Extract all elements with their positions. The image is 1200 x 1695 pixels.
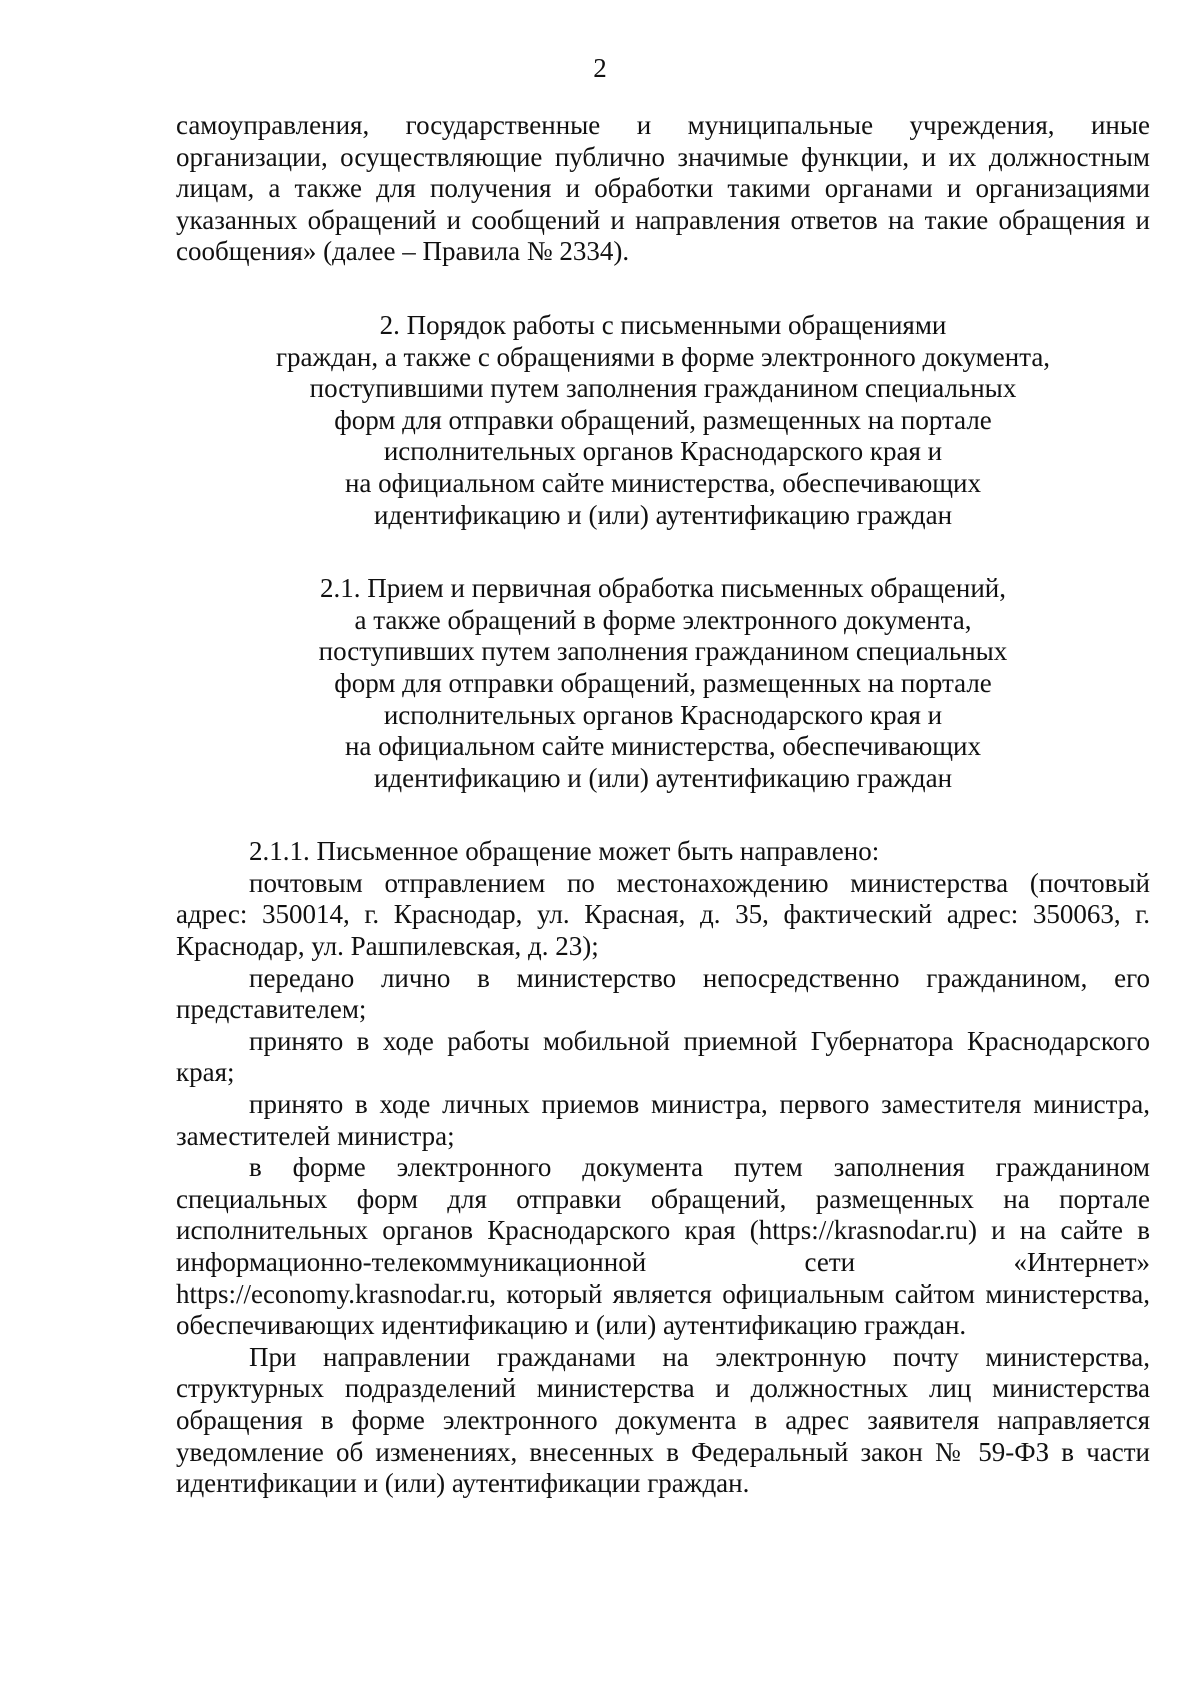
heading-line: исполнительных органов Краснодарского края и <box>383 436 943 467</box>
spacer <box>176 794 1150 836</box>
heading-line: граждан, а также с обращениями в форме электронного документа, <box>275 341 1051 372</box>
document-body <box>176 110 1150 1500</box>
page-number: 2 <box>593 53 607 83</box>
paragraph-personal-reception: принято в ходе личных приемов министра, первого заместителя министра, заместителей министра; <box>176 1089 1150 1151</box>
paragraph-postal: почтовым отправлением по местонахождению министерства (почтовый адрес: 350014, г. Краснодар, ул. Красная, д. 35, фактический адрес: 350063, г. Краснодар, ул. Рашпилевская, д. 23); <box>176 867 1150 962</box>
heading-line: идентификацию и (или) аутентификацию граждан <box>373 762 953 793</box>
paragraph-2-1-1: 2.1.1. Письменное обращение может быть направлено: <box>249 836 880 867</box>
heading-line: форм для отправки обращений, размещенных на портале <box>334 667 992 698</box>
heading-line: исполнительных органов Краснодарского края и <box>383 699 943 730</box>
heading-line: 2.1. Прием и первичная обработка письменных обращений, <box>319 573 1007 604</box>
spacer <box>176 268 1150 310</box>
section-2-heading <box>176 310 1150 531</box>
heading-line: форм для отправки обращений, размещенных на портале <box>334 404 992 435</box>
paragraph-email-notice: При направлении гражданами на электронную почту министерства, структурных подразделений министерства и должностных лиц министерства обращения в форме электронного документа в адрес заявителя направляется уведомление об изменениях, внесенных в Федеральный закон № 59-ФЗ в части идентификации и (или) аутентификации граждан. <box>176 1341 1150 1499</box>
heading-line: 2. Порядок работы с письменными обращениями <box>379 309 947 340</box>
heading-line: а также обращений в форме электронного документа, <box>354 604 972 635</box>
section-2-1-heading <box>176 573 1150 794</box>
heading-line: на официальном сайте министерства, обеспечивающих <box>344 731 982 762</box>
spacer <box>176 531 1150 573</box>
heading-line: идентификацию и (или) аутентификацию граждан <box>373 499 953 530</box>
paragraph-electronic-form: в форме электронного документа путем заполнения гражданином специальных форм для отправки обращений, размещенных на портале исполнительных органов Краснодарского края (https://krasnodar.ru) и на сайте в информационно-телекоммуникационной сети «Интернет» https://economy.krasnodar.ru, который является официальным сайтом министерства, обеспечивающих идентификацию и (или) аутентификацию граждан. <box>176 1152 1150 1341</box>
paragraph-mobile-reception: принято в ходе работы мобильной приемной Губернатора Краснодарского края; <box>176 1025 1150 1088</box>
heading-line: поступившими путем заполнения гражданином специальных <box>309 373 1017 404</box>
heading-line: на официальном сайте министерства, обеспечивающих <box>344 467 982 498</box>
heading-line: поступивших путем заполнения гражданином специальных <box>318 636 1008 667</box>
paragraph-in-person: передано лично в министерство непосредственно гражданином, его представителем; <box>176 962 1150 1025</box>
continuation-paragraph: самоуправления, государственные и муниципальные учреждения, иные организации, осуществляющие публично значимые функции, и их должностным лицам, а также для получения и обработки такими органами и организациями указанных обращений и сообщений и направления ответов на такие обращения и сообщения» (далее – Правила № 2334). <box>176 110 1150 267</box>
